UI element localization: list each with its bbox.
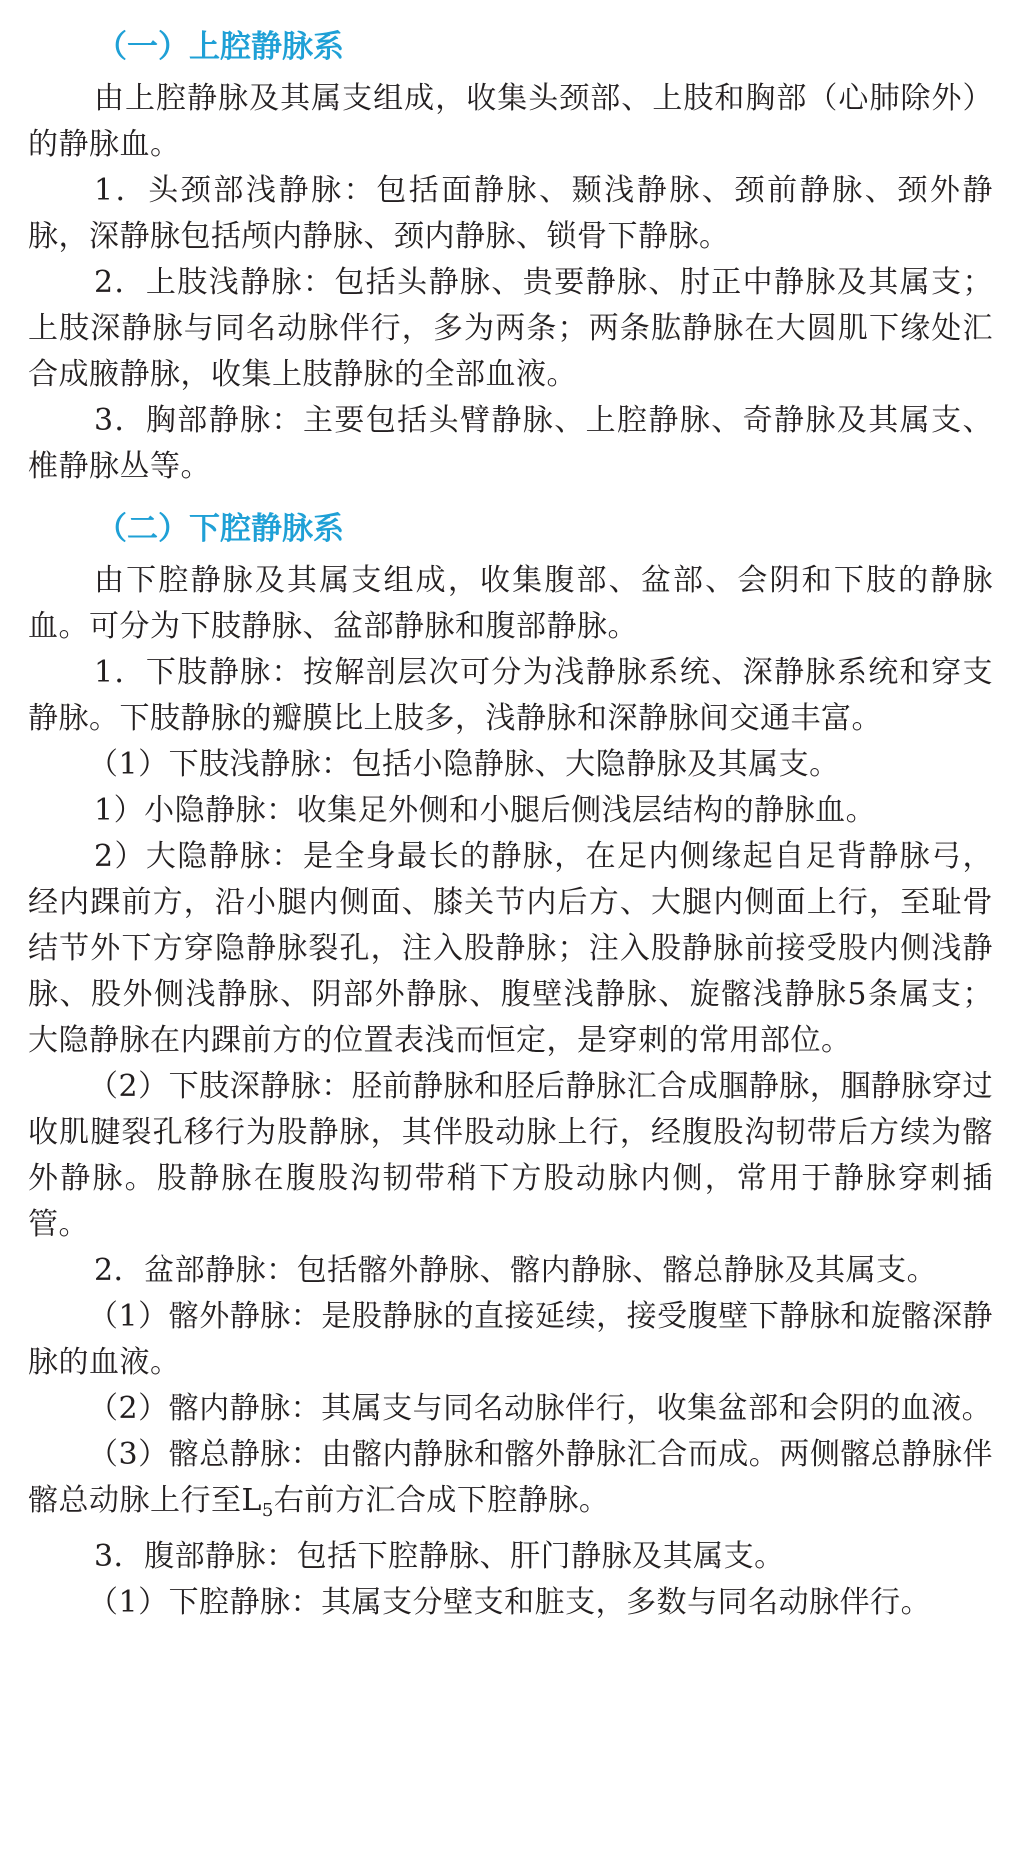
section-heading-inferior-vena-cava-system: （二）下腔静脉系 — [96, 511, 344, 547]
document-page — [28, 22, 993, 1626]
paragraph: 3．胸部静脉：主要包括头臂静脉、上腔静脉、奇静脉及其属支、椎静脉丛等。 — [28, 403, 993, 484]
paragraph-text: 右前方汇合成下腔静脉。 — [273, 1483, 610, 1518]
paragraph: （1）髂外静脉：是股静脉的直接延续，接受腹壁下静脉和旋髂深静脉的血液。 — [28, 1299, 993, 1380]
paragraph: 1．头颈部浅静脉：包括面静脉、颞浅静脉、颈前静脉、颈外静脉，深静脉包括颅内静脉、颈内静脉、锁骨下静脉。 — [28, 173, 993, 254]
paragraph: 1．下肢静脉：按解剖层次可分为浅静脉系统、深静脉系统和穿支静脉。下肢静脉的瓣膜比上肢多，浅静脉和深静脉间交通丰富。 — [28, 655, 993, 736]
paragraph-text: （3）髂总静脉：由髂内静脉和髂外静脉汇合而成。两侧髂总静脉伴髂总动脉上行至L — [28, 1437, 993, 1518]
paragraph: 2．上肢浅静脉：包括头静脉、贵要静脉、肘正中静脉及其属支；上肢深静脉与同名动脉伴行，多为两条；两条肱静脉在大圆肌下缘处汇合成腋静脉，收集上肢静脉的全部血液。 — [28, 265, 993, 392]
paragraph: （2）髂内静脉：其属支与同名动脉伴行，收集盆部和会阴的血液。 — [88, 1391, 993, 1426]
paragraph: 2）大隐静脉：是全身最长的静脉，在足内侧缘起自足背静脉弓，经内踝前方，沿小腿内侧面、膝关节内后方、大腿内侧面上行，至耻骨结节外下方穿隐静脉裂孔，注入股静脉；注入股静脉前接受股内侧浅静脉、股外侧浅静脉、阴部外静脉、腹壁浅静脉、旋髂浅静脉5条属支；大隐静脉在内踝前方的位置表浅而恒定，是穿刺的常用部位。 — [28, 839, 993, 1058]
paragraph: 3．腹部静脉：包括下腔静脉、肝门静脉及其属支。 — [94, 1539, 785, 1574]
paragraph: （1）下腔静脉：其属支分壁支和脏支，多数与同名动脉伴行。 — [88, 1585, 932, 1620]
paragraph: 由上腔静脉及其属支组成，收集头颈部、上肢和胸部（心肺除外）的静脉血。 — [28, 81, 993, 162]
paragraph: （1）下肢浅静脉：包括小隐静脉、大隐静脉及其属支。 — [88, 747, 840, 782]
vertebra-subscript: 5 — [261, 1500, 274, 1521]
paragraph: 由下腔静脉及其属支组成，收集腹部、盆部、会阴和下肢的静脉血。可分为下肢静脉、盆部静脉和腹部静脉。 — [28, 563, 993, 644]
paragraph: 1）小隐静脉：收集足外侧和小腿后侧浅层结构的静脉血。 — [94, 793, 877, 828]
paragraph: （2）下肢深静脉：胫前静脉和胫后静脉汇合成腘静脉，腘静脉穿过收肌腱裂孔移行为股静脉，其伴股动脉上行，经腹股沟韧带后方续为髂外静脉。股静脉在腹股沟韧带稍下方股动脉内侧，常用于静脉穿刺插管。 — [28, 1069, 993, 1242]
paragraph-with-subscript — [28, 1432, 993, 1534]
paragraph: 2．盆部静脉：包括髂外静脉、髂内静脉、髂总静脉及其属支。 — [94, 1253, 938, 1288]
section-heading-superior-vena-cava-system: （一）上腔静脉系 — [96, 29, 344, 65]
